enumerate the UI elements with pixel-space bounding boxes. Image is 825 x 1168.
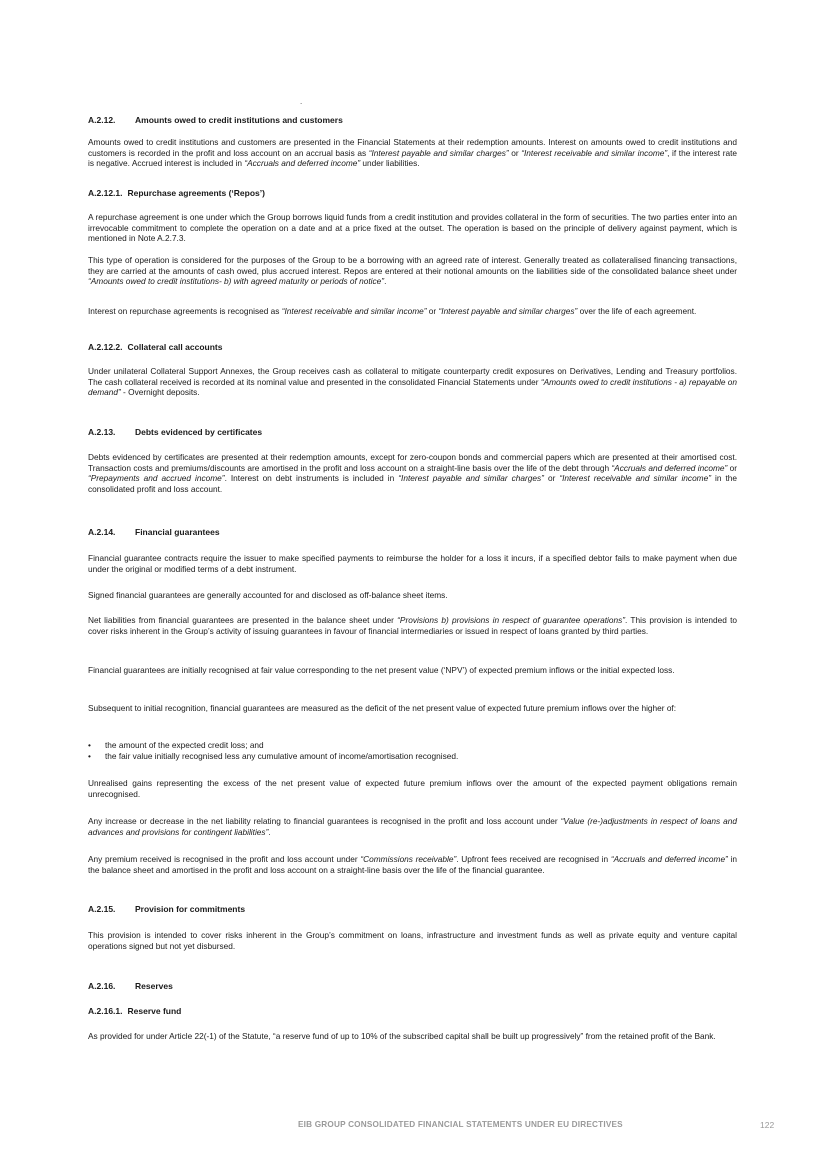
text-run: . xyxy=(268,826,271,837)
text-run: over the life of each agreement. xyxy=(577,306,697,316)
page-number: 122 xyxy=(760,1120,775,1130)
text-run: or xyxy=(727,462,737,473)
quoted-term: “Interest receivable and similar income” xyxy=(521,147,668,158)
text-run: or xyxy=(426,306,439,316)
paragraph: Unrealised gains representing the excess of the net present value of expected future premium inflows over the amount of the expected payment obligations remain unrecognised. xyxy=(88,778,737,799)
stray-dot: . xyxy=(300,97,303,106)
paragraph xyxy=(88,854,737,875)
quoted-term: “Value (re-)adjustments in respect of loans and advances and provisions for contingent liabilities” xyxy=(88,816,737,837)
quoted-term: “Accruals and deferred income” xyxy=(610,854,728,864)
paragraph xyxy=(88,255,737,287)
paragraph: Financial guarantees are initially recognised at fair value corresponding to the net present value (‘NPV’) of expected premium inflows or the initial expected loss. xyxy=(88,665,675,675)
text-run: Interest on repurchase agreements is recognised as xyxy=(88,306,282,316)
heading-a-2-12-2: A.2.12.2. Collateral call accounts xyxy=(88,342,223,352)
quoted-term: “Interest payable and similar charges” xyxy=(398,473,544,484)
heading-a-2-13: A.2.13. Debts evidenced by certificates xyxy=(88,427,263,437)
list-item: • the amount of the expected credit loss; and xyxy=(88,740,737,751)
text-run: in the balance sheet and amortised in the profit and loss account on a straight-line basis over the life of the financial guarantee. xyxy=(88,854,737,875)
quoted-term: “Prepayments and accrued income” xyxy=(88,473,225,484)
paragraph xyxy=(88,452,737,494)
quoted-term: “Amounts owed to credit institutions - a) repayable on demand” xyxy=(88,376,737,398)
text-run: Debts evidenced by certificates are presented at their redemption amounts, except for zero-coupon bonds and commercial papers which are presented at their amortised cost. Transaction costs and premiums/discounts are amortised in the profit and loss account on a straight-line basis over the life of the debt through xyxy=(88,452,737,473)
heading-a-2-14: A.2.14. Financial guarantees xyxy=(88,527,220,537)
paragraph xyxy=(88,816,737,837)
text-run: . Upfront fees received are recognised in xyxy=(456,854,611,864)
text-run: - Overnight deposits. xyxy=(120,387,200,398)
paragraph xyxy=(88,137,737,169)
text-run: under liabilities. xyxy=(360,158,420,169)
quoted-term: “Accruals and deferred income” xyxy=(244,158,361,169)
text-run: This type of operation is considered for the purposes of the Group to be a borrowing with an agreed rate of interest. Generally treated as collateralised financing transactions, they are carried at the amounts of cash owed, plus accrued interest. Repos are entered at their notional amounts on the liabilities side of the consolidated balance sheet under xyxy=(88,255,737,276)
quoted-term: “Amounts owed to credit institutions- b) with agreed maturity or periods of notice” xyxy=(88,276,385,287)
bullet-list xyxy=(88,740,737,761)
quoted-term: “Interest receivable and similar income” xyxy=(559,473,711,484)
text-run: or xyxy=(543,473,560,484)
list-item: • the fair value initially recognised less any cumulative amount of income/amortisation recognised. xyxy=(88,751,737,762)
quoted-term: “Provisions b) provisions in respect of guarantee operations” xyxy=(397,615,626,625)
quoted-term: “Accruals and deferred income” xyxy=(611,462,728,473)
text-run: . This provision is intended to cover risks inherent in the Group’s activity of issuing guarantees in favour of financial intermediaries or issued in respect of loans granted by third parties. xyxy=(88,615,737,636)
text-run: . xyxy=(384,276,387,287)
paragraph: Financial guarantee contracts require the issuer to make specified payments to reimburse the holder for a loss it incurs, if a specified debtor fails to make payment when due under the original or modified terms of a debt instrument. xyxy=(88,553,737,574)
heading-a-2-12: A.2.12. Amounts owed to credit institutions and customers xyxy=(88,115,343,125)
paragraph: Signed financial guarantees are generally accounted for and disclosed as off-balance sheet items. xyxy=(88,590,448,600)
footer-title: EIB GROUP CONSOLIDATED FINANCIAL STATEMENTS UNDER EU DIRECTIVES xyxy=(298,1120,623,1129)
text-run: or xyxy=(508,147,522,158)
quoted-term: “Commissions receivable” xyxy=(360,854,457,864)
paragraph: Subsequent to initial recognition, financial guarantees are measured as the deficit of the net present value of expected future premium inflows over the higher of: xyxy=(88,703,677,713)
paragraph xyxy=(88,306,737,317)
text-run: , if the interest rate is negative. Accrued interest is included in xyxy=(88,147,737,169)
text-run: . Interest on debt instruments is included in xyxy=(224,473,399,484)
paragraph: A repurchase agreement is one under which the Group borrows liquid funds from a credit institution and provides collateral in the form of securities. The two parties enter into an irrevocable commitment to complete the operation on a date and at a price fixed at the outset. The operation is based on the principle of delivery against payment, which is mentioned in Note A.2.7.3. xyxy=(88,212,737,244)
paragraph: As provided for under Article 22(-1) of the Statute, “a reserve fund of up to 10% of the subscribed capital shall be built up progressively” from the retained profit of the Bank. xyxy=(88,1031,716,1041)
text-run: Net liabilities from financial guarantees are presented in the balance sheet under xyxy=(88,615,398,625)
heading-a-2-12-1: A.2.12.1. Repurchase agreements (‘Repos’) xyxy=(88,188,265,198)
quoted-term: “Interest receivable and similar income” xyxy=(281,306,427,316)
text-run: Under unilateral Collateral Support Annexes, the Group receives cash as collateral to mitigate counterparty credit exposures on Derivatives, Lending and Treasury portfolios. The cash collateral received is recorded at its nominal value and presented in the consolidated Financial Statements under xyxy=(88,366,737,387)
heading-a-2-16-1: A.2.16.1. Reserve fund xyxy=(88,1006,182,1016)
text-run: in the consolidated profit and loss account. xyxy=(88,473,738,494)
text-run: Amounts owed to credit institutions and customers are presented in the Financial Statements at their redemption amounts. Interest on amounts owed to credit institutions and customers is recorded in the profit and loss account on an accrual basis as xyxy=(88,137,737,158)
paragraph xyxy=(88,366,737,398)
heading-a-2-15: A.2.15. Provision for commitments xyxy=(88,904,246,914)
heading-a-2-16: A.2.16. Reserves xyxy=(88,981,173,991)
text-run: Any increase or decrease in the net liability relating to financial guarantees is recognised in the profit and loss account under xyxy=(88,816,561,826)
text-run: Any premium received is recognised in the profit and loss account under xyxy=(88,854,361,864)
paragraph xyxy=(88,615,737,636)
quoted-term: “Interest payable and similar charges” xyxy=(368,147,509,158)
quoted-term: “Interest payable and similar charges” xyxy=(438,306,578,316)
paragraph: This provision is intended to cover risks inherent in the Group’s commitment on loans, infrastructure and investment funds as well as private equity and venture capital operations signed but not yet disbursed. xyxy=(88,930,737,951)
